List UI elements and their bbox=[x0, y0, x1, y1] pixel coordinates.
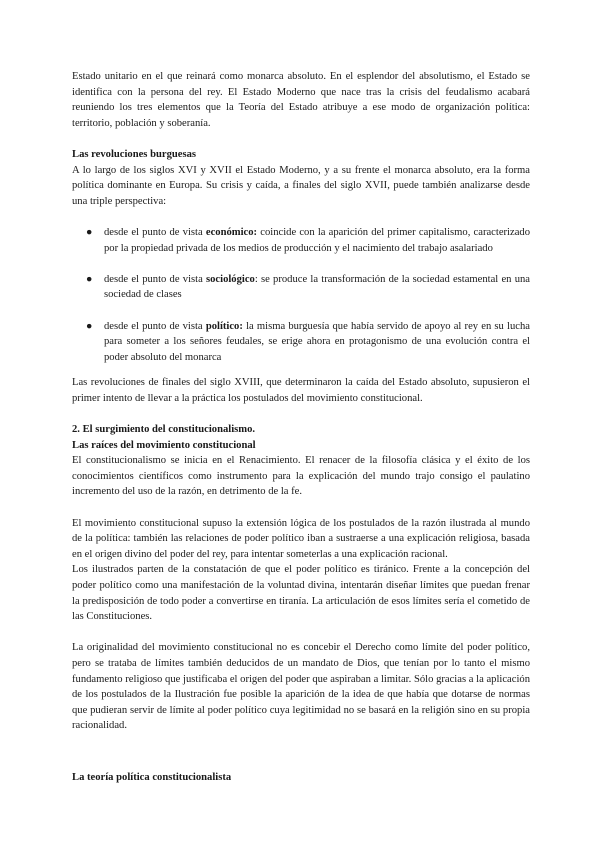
list-item-prefix: desde el punto de vista bbox=[104, 226, 206, 238]
bullet-icon: ● bbox=[86, 226, 93, 238]
list-item-term: político: bbox=[205, 320, 243, 332]
list-item bbox=[72, 225, 530, 256]
surgimiento-paragraph-1: El constitucionalismo se inicia en el Renacimiento. El renacer de la filosofía clásica y el éxito de los conocimientos científicos como instrumento para la explicación del mundo trajo consigo el paulatino incremento del uso de la razón, en detrimento de la fe. bbox=[72, 455, 530, 498]
list-item bbox=[72, 319, 530, 366]
perspective-list bbox=[72, 225, 530, 365]
list-item-text: la misma burguesía que había servido de apoyo al rey en su lucha para someter a los señores feudales, se erige ahora en protagonismo de una evolución contra el poder absoluto del monarca bbox=[104, 320, 530, 363]
list-item-prefix: desde el punto de vista bbox=[104, 273, 206, 285]
list-item-term: económico: bbox=[205, 226, 258, 238]
bullet-icon: ● bbox=[86, 320, 93, 332]
list-item-text: : se produce la transformación de la sociedad estamental en una sociedad de clases bbox=[104, 273, 530, 301]
revoluciones-closing: Las revoluciones de finales del siglo XVIII, que determinaron la caída del Estado absoluto, supusieron el primer intento de llevar a la práctica los postulados del movimiento constitucional. bbox=[72, 377, 530, 404]
list-item-term: sociológico bbox=[206, 273, 255, 285]
revoluciones-paragraph: A lo largo de los siglos XVI y XVII el Estado Moderno, y a su frente el monarca absoluto, era la forma política dominante en Europa. Su crisis y caída, a finales del siglo XVII, puede también analizarse desde una triple perspectiva: bbox=[72, 164, 530, 207]
intro-paragraph: Estado unitario en el que reinará como monarca absoluto. En el esplendor del absolutismo, el Estado se identifica con la persona del rey. El Estado Moderno que nace tras la crisis del feudalismo acabará reuniendo los tres elementos que la Teoría del Estado atribuye a ese modo de organización política: territorio, población y soberanía. bbox=[72, 71, 530, 129]
section-heading-surgimiento: 2. El surgimiento del constitucionalismo. bbox=[72, 424, 256, 436]
surgimiento-paragraph-3: Los ilustrados parten de la constatación de que el poder político es tiránico. Frente a la concepción del poder político como una manifestación de la voluntad divina, intentarán diseñar límites que puedan frenar la predisposición de todo poder a convertirse en tiranía. La articulación de esos límites sería el cometido de las Constituciones. bbox=[72, 564, 530, 623]
bullet-icon: ● bbox=[86, 273, 93, 285]
page-content bbox=[72, 69, 530, 786]
section-heading-revoluciones: Las revoluciones burguesas bbox=[72, 148, 197, 160]
section-heading-teoria: La teoría política constitucionalista bbox=[72, 771, 232, 783]
subheading-raices: Las raíces del movimiento constitucional bbox=[72, 439, 256, 451]
list-item bbox=[72, 272, 530, 303]
surgimiento-paragraph-2: El movimiento constitucional supuso la extensión lógica de los postulados de la razón ilustrada al mundo de la política: también las relaciones de poder político iban a sustraerse a una explicación religiosa, basada en el origen divino del poder del rey, para intentar someterlas a una explicación racional. bbox=[72, 517, 530, 560]
list-item-prefix: desde el punto de vista bbox=[104, 320, 206, 332]
surgimiento-paragraph-4: La originalidad del movimiento constitucional no es concebir el Derecho como límite del poder político, pero se trataba de límites también deducidos de un mandato de Dios, que tenían por lo tanto el mismo fundamento religioso que justificaba el origen del poder que aspiraban a limitar. Sólo gracias a la aplicación de los postulados de la Ilustración fue posible la aparición de la idea de que había que dotarse de normas que pudieran servir de límite al poder político cuya legitimidad no se basará en la religión sino en su propia racionalidad. bbox=[72, 642, 530, 732]
list-item-text: coincide con la aparición del primer capitalismo, caracterizado por la propiedad privada de los medios de producción y el nacimiento del trabajo asalariado bbox=[104, 226, 530, 254]
